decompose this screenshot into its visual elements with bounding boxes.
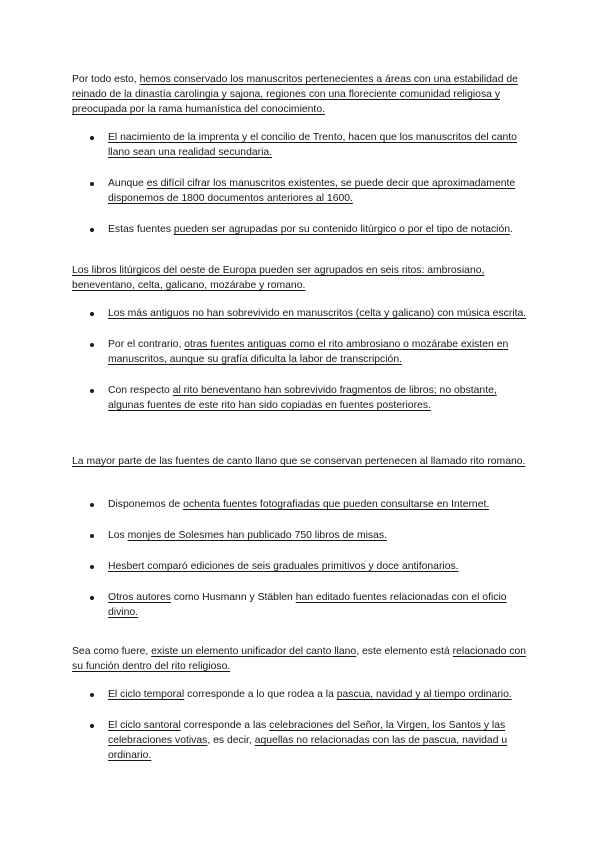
bullet-icon bbox=[90, 724, 94, 728]
bullet-icon bbox=[90, 136, 94, 140]
underlined-text: Otros autores bbox=[108, 592, 171, 603]
text-segment: Estas fuentes bbox=[108, 224, 174, 235]
bullet-icon bbox=[90, 565, 94, 569]
list-rites-sources bbox=[72, 306, 532, 429]
list-item bbox=[72, 222, 532, 237]
text-segment: Los bbox=[108, 530, 128, 541]
text-segment: , este elemento está bbox=[356, 646, 453, 657]
text-segment: , es decir, bbox=[207, 735, 255, 746]
bullet-icon bbox=[90, 312, 94, 316]
underlined-text: El nacimiento de la imprenta y el concilio de Trento, hacen que los manuscritos del canto llano sean una realidad secundaria. bbox=[108, 132, 517, 158]
bullet-icon bbox=[90, 182, 94, 186]
underlined-text: pueden ser agrupadas por su contenido litúrgico o por el tipo de notación bbox=[173, 224, 511, 235]
underlined-text: al rito beneventano han sobrevivido fragmentos de libros; no obstante, algunas fuentes de este rito han sido copiadas en fuentes posteriores. bbox=[108, 385, 497, 411]
bullet-icon bbox=[90, 503, 94, 507]
bullet-icon bbox=[90, 534, 94, 538]
underlined-text: aquellas no relacionadas con las de pascua, navidad u ordinario. bbox=[108, 735, 508, 761]
underlined-text: otras fuentes antiguas como el rito ambrosiano o mozárabe existen en manuscritos, aunque su grafía dificulta la labor de transcripción. bbox=[108, 339, 509, 365]
paragraph-unifying-element bbox=[72, 644, 532, 674]
text-segment: Aunque bbox=[108, 178, 147, 189]
list-liturgical-cycles bbox=[72, 687, 532, 779]
bullet-icon bbox=[90, 343, 94, 347]
text-segment: corresponde a lo que rodea a la bbox=[184, 689, 337, 700]
paragraph-liturgical-rites bbox=[72, 263, 532, 293]
underlined-text: celebraciones del Señor, la Virgen, los Santos y las celebraciones votivas bbox=[108, 720, 506, 746]
bullet-icon bbox=[90, 228, 94, 232]
text-segment: Disponemos de bbox=[108, 499, 184, 510]
underlined-text: La mayor parte de las fuentes de canto llano que se conservan pertenecen al llamado rito romano. bbox=[72, 456, 526, 467]
list-item bbox=[72, 176, 532, 206]
underlined-text: pascua, navidad y al tiempo ordinario. bbox=[336, 689, 512, 700]
underlined-text: han editado fuentes relacionadas con el oficio divino. bbox=[108, 592, 507, 618]
paragraph-roman-rite bbox=[72, 454, 532, 469]
underlined-text: El ciclo temporal bbox=[108, 689, 185, 700]
text-segment: Por todo esto, bbox=[72, 74, 140, 85]
text-segment: Sea como fuere, bbox=[72, 646, 152, 657]
underlined-text: Los más antiguos no han sobrevivido en manuscritos (celta y galicano) con música escrita. bbox=[108, 308, 527, 319]
list-item bbox=[72, 559, 532, 574]
underlined-text: Los libros litúrgicos del oeste de Europa pueden ser agrupados en seis ritos: ambrosiano, beneventano, celta, galicano, mozárabe y romano. bbox=[72, 265, 485, 291]
paragraph-manuscripts-conserved bbox=[72, 72, 532, 117]
text-segment: . bbox=[510, 224, 513, 235]
bullet-icon bbox=[90, 693, 94, 697]
underlined-text: es difícil cifrar los manuscritos existentes, se puede decir que aproximadamente disponemos de 1800 documentos anteriores al 1600. bbox=[108, 178, 516, 204]
text-segment: como Husmann y Stäblen bbox=[170, 592, 296, 603]
list-item bbox=[72, 528, 532, 543]
list-item bbox=[72, 337, 532, 367]
underlined-text: existe un elemento unificador del canto llano bbox=[151, 646, 357, 657]
list-item bbox=[72, 497, 532, 512]
list-roman-sources bbox=[72, 497, 532, 636]
list-item bbox=[72, 130, 532, 160]
text-segment: Por el contrario, bbox=[108, 339, 185, 350]
list-manuscripts-facts bbox=[72, 130, 532, 253]
bullet-icon bbox=[90, 389, 94, 393]
list-item bbox=[72, 383, 532, 413]
list-item bbox=[72, 306, 532, 321]
underlined-text: El ciclo santoral bbox=[108, 720, 181, 731]
list-item bbox=[72, 590, 532, 620]
underlined-text: hemos conservado los manuscritos pertenecientes a áreas con una estabilidad de reinado de la dinastía carolingia y sajona, regiones con una floreciente comunidad religiosa y preocupada por la rama humanística del conocimiento. bbox=[72, 74, 518, 115]
list-item bbox=[72, 718, 532, 763]
text-segment: corresponde a las bbox=[180, 720, 270, 731]
list-item bbox=[72, 687, 532, 702]
bullet-icon bbox=[90, 596, 94, 600]
underlined-text: monjes de Solesmes han publicado 750 libros de misas. bbox=[127, 530, 387, 541]
underlined-text: relacionado con su función dentro del rito religioso. bbox=[72, 646, 527, 672]
underlined-text: ochenta fuentes fotografiadas que pueden consultarse en Internet. bbox=[183, 499, 490, 510]
underlined-text: Hesbert comparó ediciones de seis graduales primitivos y doce antifonarios. bbox=[108, 561, 459, 572]
text-segment: Con respecto bbox=[108, 385, 173, 396]
